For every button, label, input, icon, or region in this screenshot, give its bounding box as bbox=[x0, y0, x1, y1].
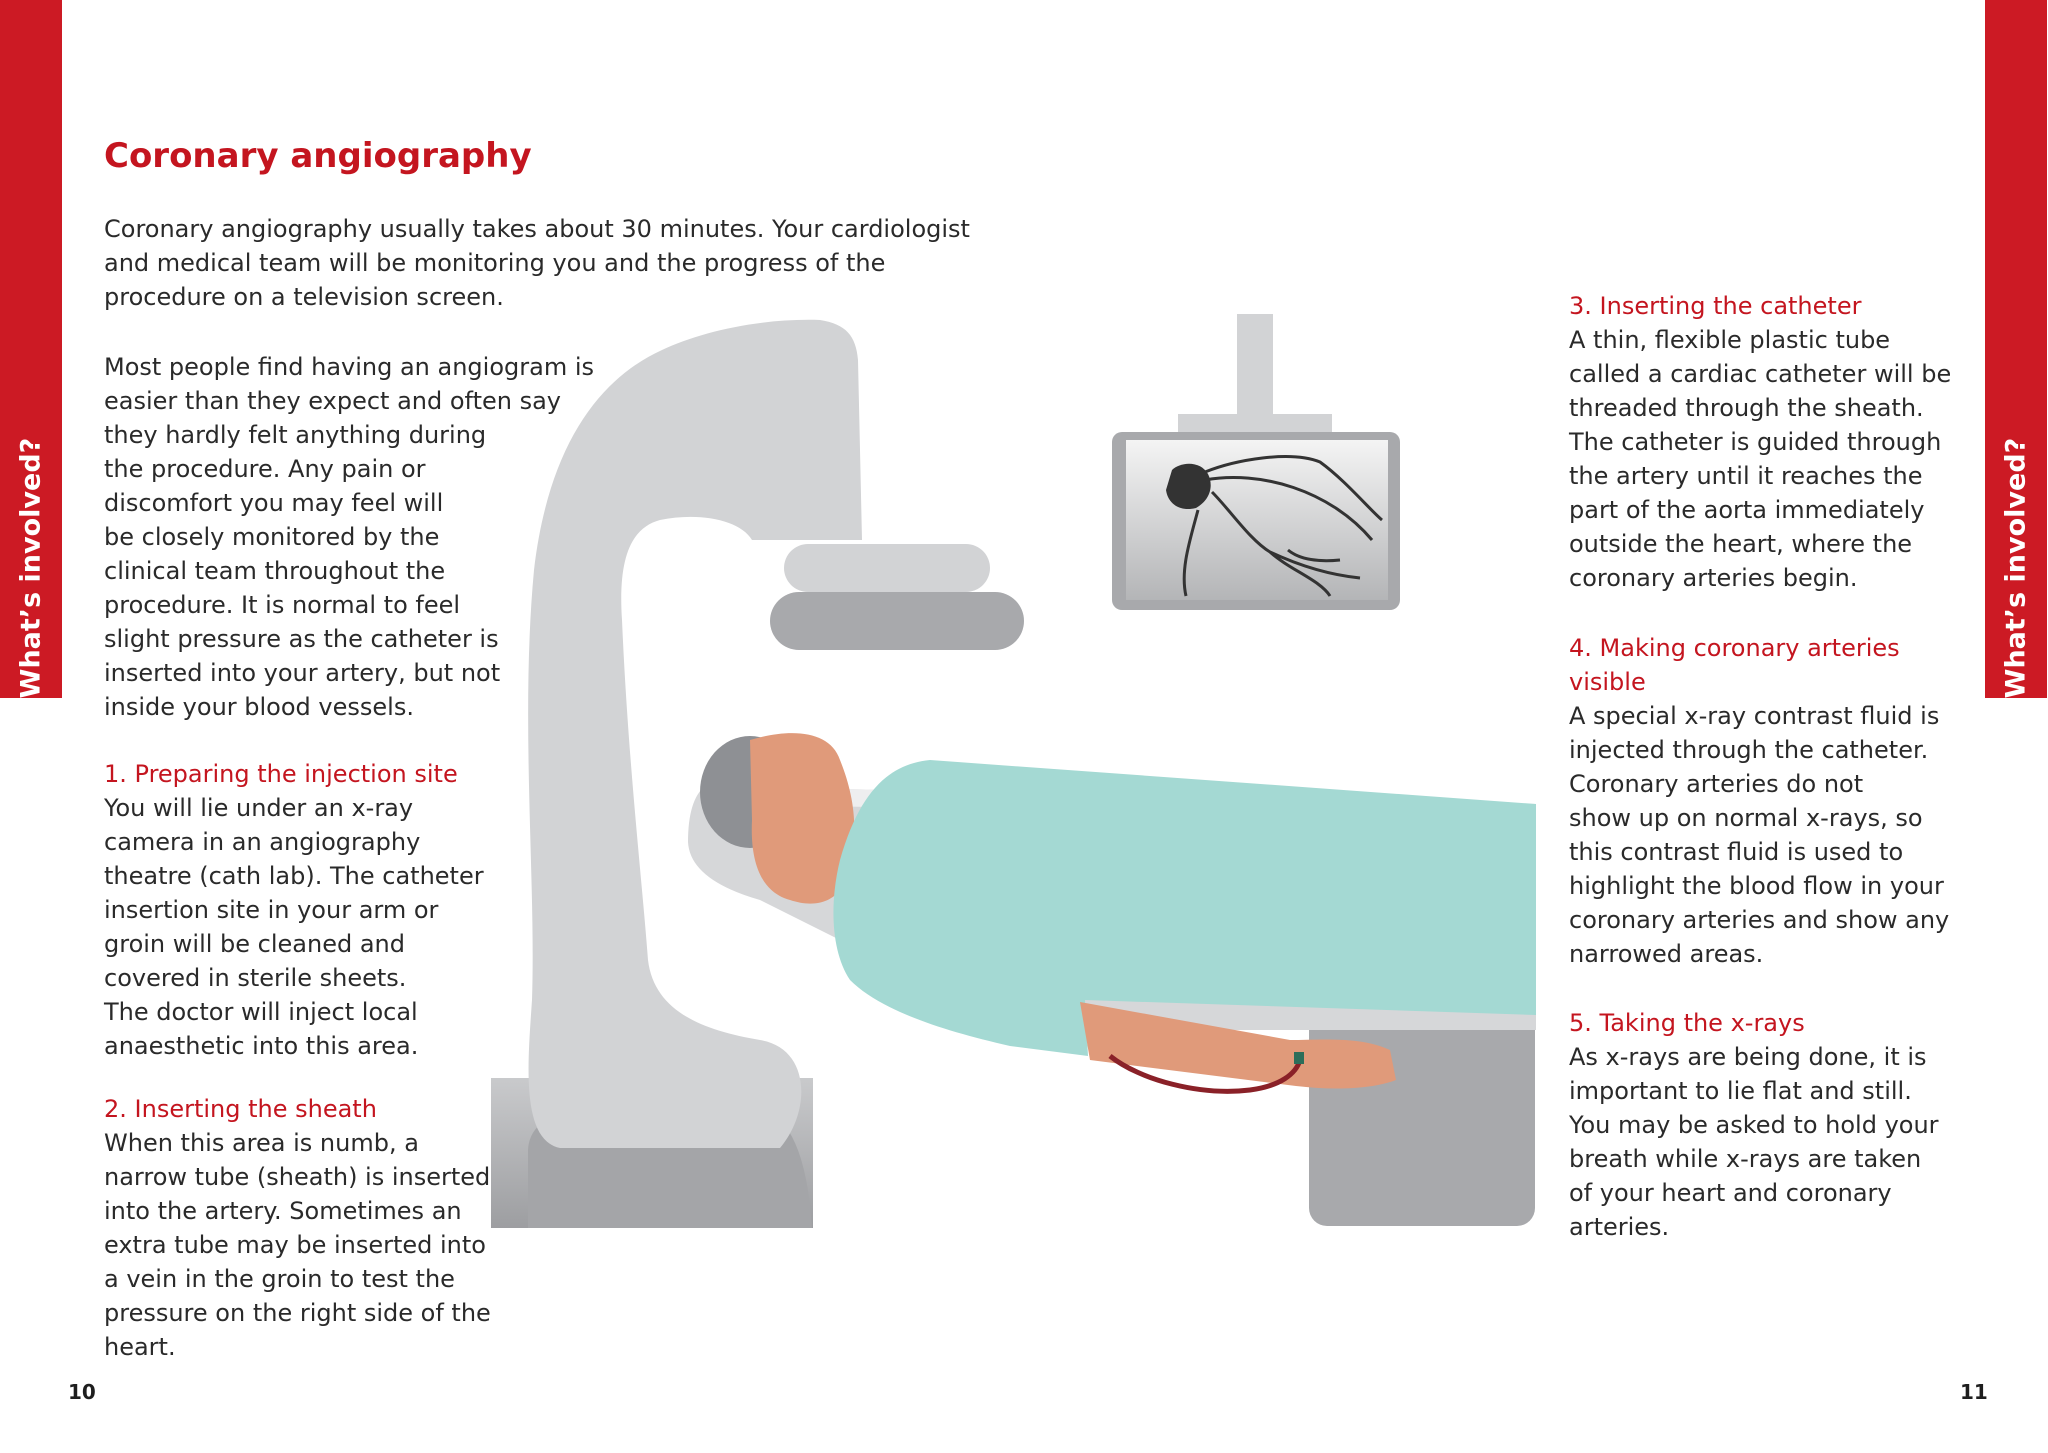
text-line: breath while x-rays are taken bbox=[1569, 1145, 1922, 1173]
text-line: As x-rays are being done, it is bbox=[1569, 1043, 1927, 1071]
text-line: of your heart and coronary bbox=[1569, 1179, 1892, 1207]
side-tab-label: What’s involved? bbox=[2000, 437, 2032, 699]
text-line: injected through the catheter. bbox=[1569, 736, 1929, 764]
text-line: be closely monitored by the bbox=[104, 523, 440, 551]
text-line: When this area is numb, a bbox=[104, 1129, 419, 1157]
text-line: Coronary angiography usually takes about 30 minutes. Your cardiologist bbox=[104, 215, 970, 243]
text-line: coronary arteries begin. bbox=[1569, 564, 1858, 592]
step-3 bbox=[1569, 289, 1951, 595]
text-line: theatre (cath lab). The catheter bbox=[104, 862, 484, 890]
text-line: important to lie flat and still. bbox=[1569, 1077, 1912, 1105]
text-line: part of the aorta immediately bbox=[1569, 496, 1925, 524]
text-line: procedure. It is normal to feel bbox=[104, 591, 461, 619]
step-2 bbox=[104, 1092, 491, 1364]
text-line: slight pressure as the catheter is bbox=[104, 625, 499, 653]
text-line: discomfort you may feel will bbox=[104, 489, 444, 517]
text-line: Most people find having an angiogram is bbox=[104, 353, 595, 381]
intro-paragraph-1 bbox=[104, 212, 970, 314]
step-heading: visible bbox=[1569, 668, 1646, 696]
text-line: highlight the blood flow in your bbox=[1569, 872, 1944, 900]
text-line: threaded through the sheath. bbox=[1569, 394, 1924, 422]
text-line: arteries. bbox=[1569, 1213, 1670, 1241]
xray-detector bbox=[770, 592, 1024, 650]
text-line: outside the heart, where the bbox=[1569, 530, 1913, 558]
text-line: narrow tube (sheath) is inserted bbox=[104, 1163, 491, 1191]
text-line: camera in an angiography bbox=[104, 828, 421, 856]
text-line: pressure on the right side of the bbox=[104, 1299, 491, 1327]
step-4 bbox=[1569, 631, 1949, 971]
text-line: A special x-ray contrast fluid is bbox=[1569, 702, 1940, 730]
step-heading: 1. Preparing the injection site bbox=[104, 760, 458, 788]
page-number-left: 10 bbox=[68, 1380, 96, 1404]
text-line: and medical team will be monitoring you and the progress of the bbox=[104, 249, 886, 277]
text-line: You may be asked to hold your bbox=[1569, 1111, 1939, 1139]
text-line: procedure on a television screen. bbox=[104, 283, 504, 311]
xray-detector-arm bbox=[784, 544, 990, 592]
text-line: this contrast fluid is used to bbox=[1569, 838, 1904, 866]
text-line: Coronary arteries do not bbox=[1569, 770, 1864, 798]
text-line: coronary arteries and show any bbox=[1569, 906, 1950, 934]
text-line: inside your blood vessels. bbox=[104, 693, 414, 721]
text-line: groin will be cleaned and bbox=[104, 930, 405, 958]
text-line: The doctor will inject local bbox=[104, 998, 418, 1026]
step-5 bbox=[1569, 1006, 1939, 1244]
text-line: inserted into your artery, but not bbox=[104, 659, 501, 687]
text-line: a vein in the groin to test the bbox=[104, 1265, 455, 1293]
intro-paragraph-2 bbox=[104, 350, 594, 724]
step-heading: 2. Inserting the sheath bbox=[104, 1095, 377, 1123]
text-line: The catheter is guided through bbox=[1569, 428, 1942, 456]
step-heading: 3. Inserting the catheter bbox=[1569, 292, 1862, 320]
text-line: clinical team throughout the bbox=[104, 557, 446, 585]
step-heading: 5. Taking the x-rays bbox=[1569, 1009, 1805, 1037]
step-heading: 4. Making coronary arteries bbox=[1569, 634, 1900, 662]
text-line: You will lie under an x-ray bbox=[104, 794, 414, 822]
side-tab-label: What’s involved? bbox=[15, 437, 47, 699]
page-number-right: 11 bbox=[1960, 1380, 1988, 1404]
text-line: show up on normal x-rays, so bbox=[1569, 804, 1923, 832]
text-line: anaesthetic into this area. bbox=[104, 1032, 419, 1060]
step-1 bbox=[104, 757, 484, 1063]
text-line: covered in sterile sheets. bbox=[104, 964, 407, 992]
text-line: insertion site in your arm or bbox=[104, 896, 439, 924]
text-line: A thin, flexible plastic tube bbox=[1569, 326, 1891, 354]
ceiling-monitor bbox=[1112, 314, 1400, 610]
text-line: easier than they expect and often say bbox=[104, 387, 561, 415]
text-line: they hardly felt anything during bbox=[104, 421, 487, 449]
text-line: heart. bbox=[104, 1333, 176, 1361]
text-line: narrowed areas. bbox=[1569, 940, 1764, 968]
text-line: called a cardiac catheter will be bbox=[1569, 360, 1952, 388]
text-line: the artery until it reaches the bbox=[1569, 462, 1923, 490]
page-title: Coronary angiography bbox=[104, 136, 532, 176]
text-line: extra tube may be inserted into bbox=[104, 1231, 486, 1259]
text-line: the procedure. Any pain or bbox=[104, 455, 426, 483]
text-line: into the artery. Sometimes an bbox=[104, 1197, 462, 1225]
